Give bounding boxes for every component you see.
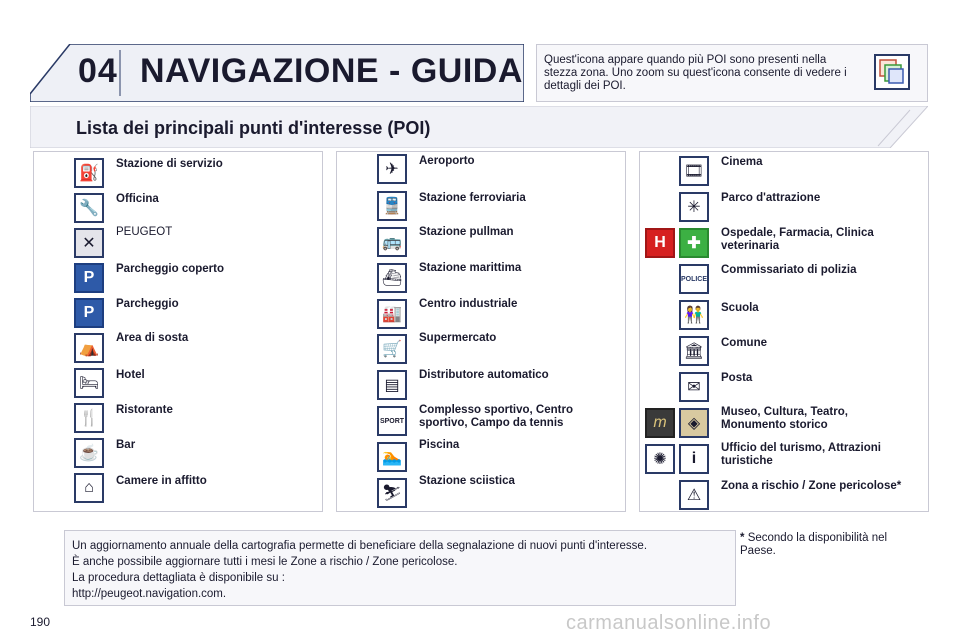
atm-icon: ▤ <box>377 370 407 400</box>
poi-label: Zona a rischio / Zone pericolose* <box>721 480 902 492</box>
info-line: La procedura dettagliata è disponibile su : <box>72 572 285 584</box>
cluster-note-text: Quest'icona appare quando più POI sono presenti nella stezza zona. Uno zoom su quest'icona consente di vedere i dettagli dei POI. <box>544 54 847 92</box>
poi-label: Scuola <box>721 302 759 314</box>
cup-icon: ☕ <box>74 438 104 468</box>
poi-label: Hotel <box>116 369 145 381</box>
info-icon: i <box>679 444 709 474</box>
bed-icon: 🛏 <box>74 368 104 398</box>
wrench-icon: 🔧 <box>74 193 104 223</box>
house-icon: ⌂ <box>74 473 104 503</box>
fuel-pump-icon: ⛽ <box>74 158 104 188</box>
ship-icon: ⛴ <box>377 263 407 293</box>
poi-column-3 <box>639 151 929 512</box>
pharmacy-icon: ✚ <box>679 228 709 258</box>
hospital-icon: H <box>645 228 675 258</box>
envelope-icon: ✉ <box>679 372 709 402</box>
poi-label: Museo, Cultura, Teatro, Monumento storico <box>721 406 848 431</box>
poi-label: Piscina <box>419 439 460 451</box>
poi-label: Centro industriale <box>419 298 518 310</box>
train-icon: 🚆 <box>377 191 407 221</box>
poi-label: Stazione di servizio <box>116 158 223 170</box>
poi-label: Officina <box>116 193 159 205</box>
chapter-number: 04 <box>78 52 118 90</box>
info-line: È anche possibile aggiornare tutti i mesi le Zone a rischio / Zone pericolose. <box>72 556 458 568</box>
police-icon: POLICE <box>679 264 709 294</box>
poi-label: Cinema <box>721 156 763 168</box>
film-icon: 🎞 <box>679 156 709 186</box>
museum-icon: m <box>645 408 675 438</box>
bus-icon: 🚌 <box>377 227 407 257</box>
parking-icon: P <box>74 298 104 328</box>
sport-icon: SPORT <box>377 406 407 436</box>
poi-label: Area di sosta <box>116 332 189 344</box>
poi-label: Parcheggio coperto <box>116 263 224 275</box>
fork-knife-icon: 🍴 <box>74 403 104 433</box>
poi-label: Stazione marittima <box>419 262 522 274</box>
poi-label: PEUGEOT <box>116 226 173 238</box>
poi-label: Posta <box>721 372 753 384</box>
poi-label: Commissariato di polizia <box>721 264 857 276</box>
skier-icon: ⛷ <box>377 478 407 508</box>
poi-label: Stazione sciistica <box>419 475 515 487</box>
multiple-poi-icon <box>874 54 910 90</box>
poi-label: Ufficio del turismo, Attrazioni turistiche <box>721 442 881 467</box>
poi-label: Parco d'attrazione <box>721 192 821 204</box>
ferris-wheel-icon: ✳ <box>679 192 709 222</box>
town-hall-icon: 🏛 <box>679 336 709 366</box>
poi-label: Bar <box>116 439 136 451</box>
info-link[interactable]: http://peugeot.navigation.com. <box>72 588 227 600</box>
poi-label: Stazione pullman <box>419 226 514 238</box>
page-title: NAVIGAZIONE - GUIDA <box>140 52 523 90</box>
rest-area-icon: ⛺ <box>74 333 104 363</box>
factory-icon: 🏭 <box>377 299 407 329</box>
footnote-mark: * <box>740 532 745 544</box>
poi-label: Parcheggio <box>116 298 179 310</box>
footnote-text: Secondo la disponibilità nel Paese. <box>740 532 888 557</box>
poi-label: Camere in affitto <box>116 475 207 487</box>
school-icon: 👫 <box>679 300 709 330</box>
warning-icon: ⚠ <box>679 480 709 510</box>
cart-icon: 🛒 <box>377 334 407 364</box>
poi-label: Ospedale, Farmacia, Clinica veterinaria <box>721 227 874 252</box>
update-info-text <box>72 538 647 602</box>
poi-label: Comune <box>721 337 767 349</box>
section-title: Lista dei principali punti d'interesse (POI) <box>76 118 431 138</box>
peugeot-icon: ✕ <box>74 228 104 258</box>
plane-icon: ✈ <box>377 154 407 184</box>
monument-icon: ◈ <box>679 408 709 438</box>
poi-column-1 <box>33 151 323 512</box>
covered-parking-icon: P <box>74 263 104 293</box>
swimmer-icon: 🏊 <box>377 442 407 472</box>
poi-label: Supermercato <box>419 332 497 344</box>
footnote <box>740 532 920 558</box>
info-line: Un aggiornamento annuale della cartografia permette di beneficiare della segnalazione di nuovi punti d'interesse. <box>72 540 648 552</box>
page-number: 190 <box>30 615 51 629</box>
poi-label: Distributore automatico <box>419 369 549 381</box>
watermark: carmanualsonline.info <box>566 612 772 634</box>
attraction-icon: ✺ <box>645 444 675 474</box>
poi-label: Complesso sportivo, Centro sportivo, Campo da tennis <box>419 404 573 429</box>
poi-column-2 <box>336 151 626 512</box>
poi-label: Stazione ferroviaria <box>419 192 526 204</box>
poi-label: Aeroporto <box>419 155 475 167</box>
poi-label: Ristorante <box>116 404 173 416</box>
